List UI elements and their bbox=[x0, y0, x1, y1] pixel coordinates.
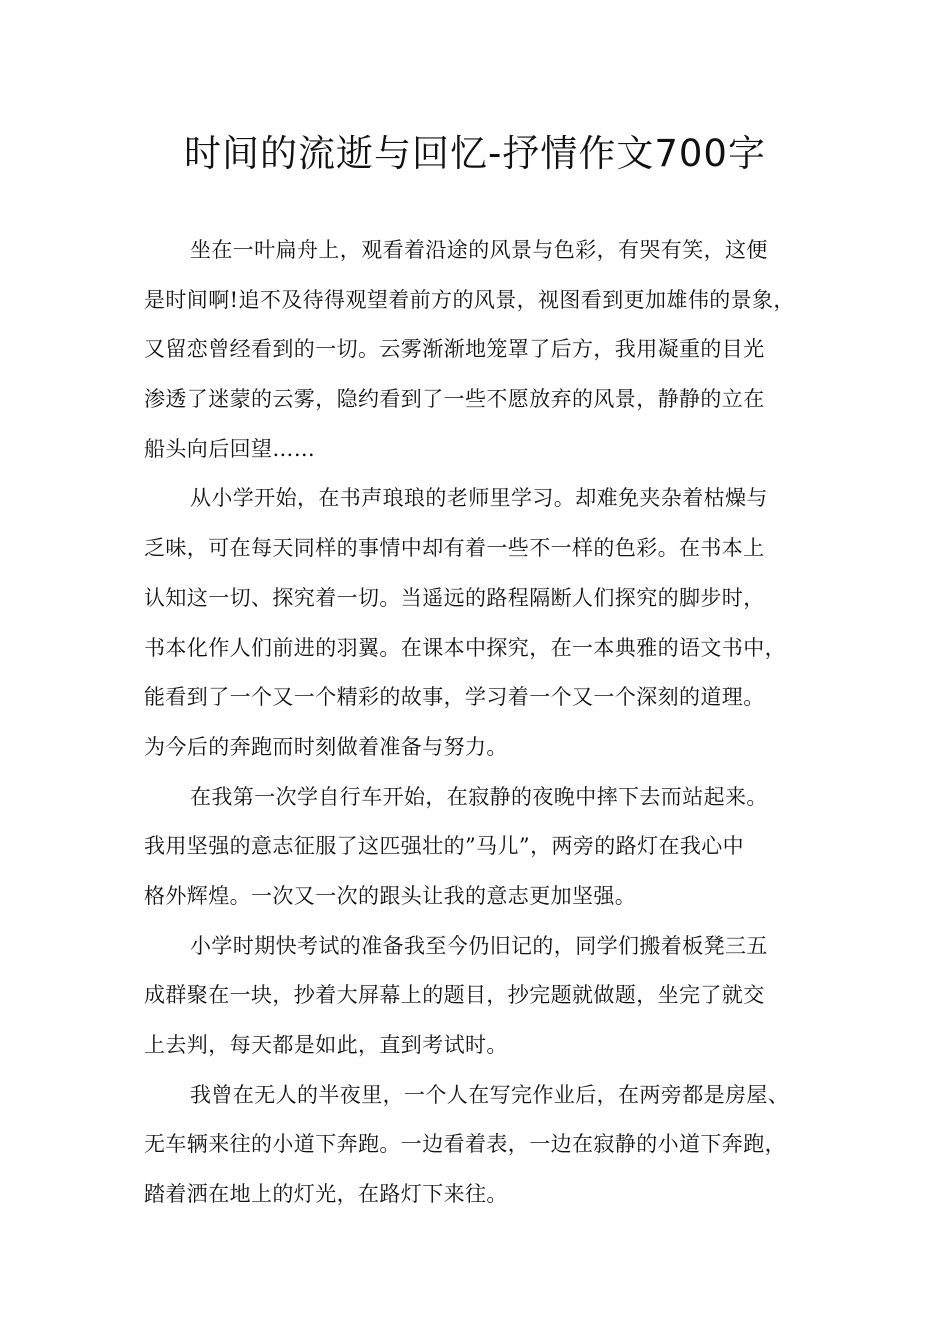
paragraph-4-line-3: 上去判，每天都是如此，直到考试时。 bbox=[144, 1033, 508, 1057]
paragraph-5-line-1: 我曾在无人的半夜里，一个人在写完作业后，在两旁都是房屋、 bbox=[190, 1082, 790, 1107]
paragraph-1-line-1: 坐在一叶扁舟上，观看着沿途的风景与色彩，有哭有笑，这便 bbox=[190, 238, 768, 262]
paragraph-3-line-3: 格外辉煌。一次又一次的跟头让我的意志更加坚强。 bbox=[144, 883, 637, 908]
paragraph-2-line-4: 书本化作人们前进的羽翼。在课本中探究，在一本典雅的语文书中， bbox=[144, 635, 786, 660]
paragraph-1-line-4: 渗透了迷蒙的云雾，隐约看到了一些不愿放弃的风景，静静的立在 bbox=[144, 387, 765, 412]
paragraph-3-line-1: 在我第一次学自行车开始，在寂静的夜晚中摔下去而站起来。 bbox=[190, 784, 768, 809]
paragraph-2-line-2: 乏味，可在每天同样的事情中却有着一些不一样的色彩。在书本上 bbox=[144, 536, 765, 561]
paragraph-1-line-5: 船头向后回望…… bbox=[144, 436, 316, 461]
paragraph-2-line-1: 从小学开始，在书声琅琅的老师里学习。却难免夹杂着枯燥与 bbox=[190, 486, 768, 511]
document-title: 时间的流逝与回忆-抒情作文700字 bbox=[184, 132, 766, 175]
paragraph-5-line-3: 踏着洒在地上的灯光，在路灯下来往。 bbox=[144, 1182, 508, 1207]
paragraph-2-line-5: 能看到了一个又一个精彩的故事，学习着一个又一个深刻的道理。 bbox=[144, 685, 765, 710]
paragraph-2-line-3: 认知这一切、探究着一切。当遥远的路程隔断人们探究的脚步时， bbox=[144, 585, 765, 610]
paragraph-2-line-6: 为今后的奔跑而时刻做着准备与努力。 bbox=[144, 734, 508, 759]
paragraph-3-line-2: 我用坚强的意志征服了这匹强壮的”马儿”，两旁的路灯在我心中 bbox=[144, 834, 745, 859]
paragraph-4-line-1: 小学时期快考试的准备我至今仍旧记的，同学们搬着板凳三五 bbox=[190, 933, 768, 958]
paragraph-1-line-3: 又留恋曾经看到的一切。云雾渐渐地笼罩了后方，我用凝重的目光 bbox=[144, 337, 765, 362]
paragraph-4-line-2: 成群聚在一块，抄着大屏幕上的题目，抄完题就做题，坐完了就交 bbox=[144, 983, 765, 1008]
paragraph-5-line-2: 无车辆来往的小道下奔跑。一边看着表，一边在寂静的小道下奔跑， bbox=[144, 1132, 786, 1157]
paragraph-1-line-2: 是时间啊!追不及待得观望着前方的风景，视图看到更加雄伟的景象， bbox=[144, 287, 795, 312]
document-body bbox=[144, 226, 824, 1220]
